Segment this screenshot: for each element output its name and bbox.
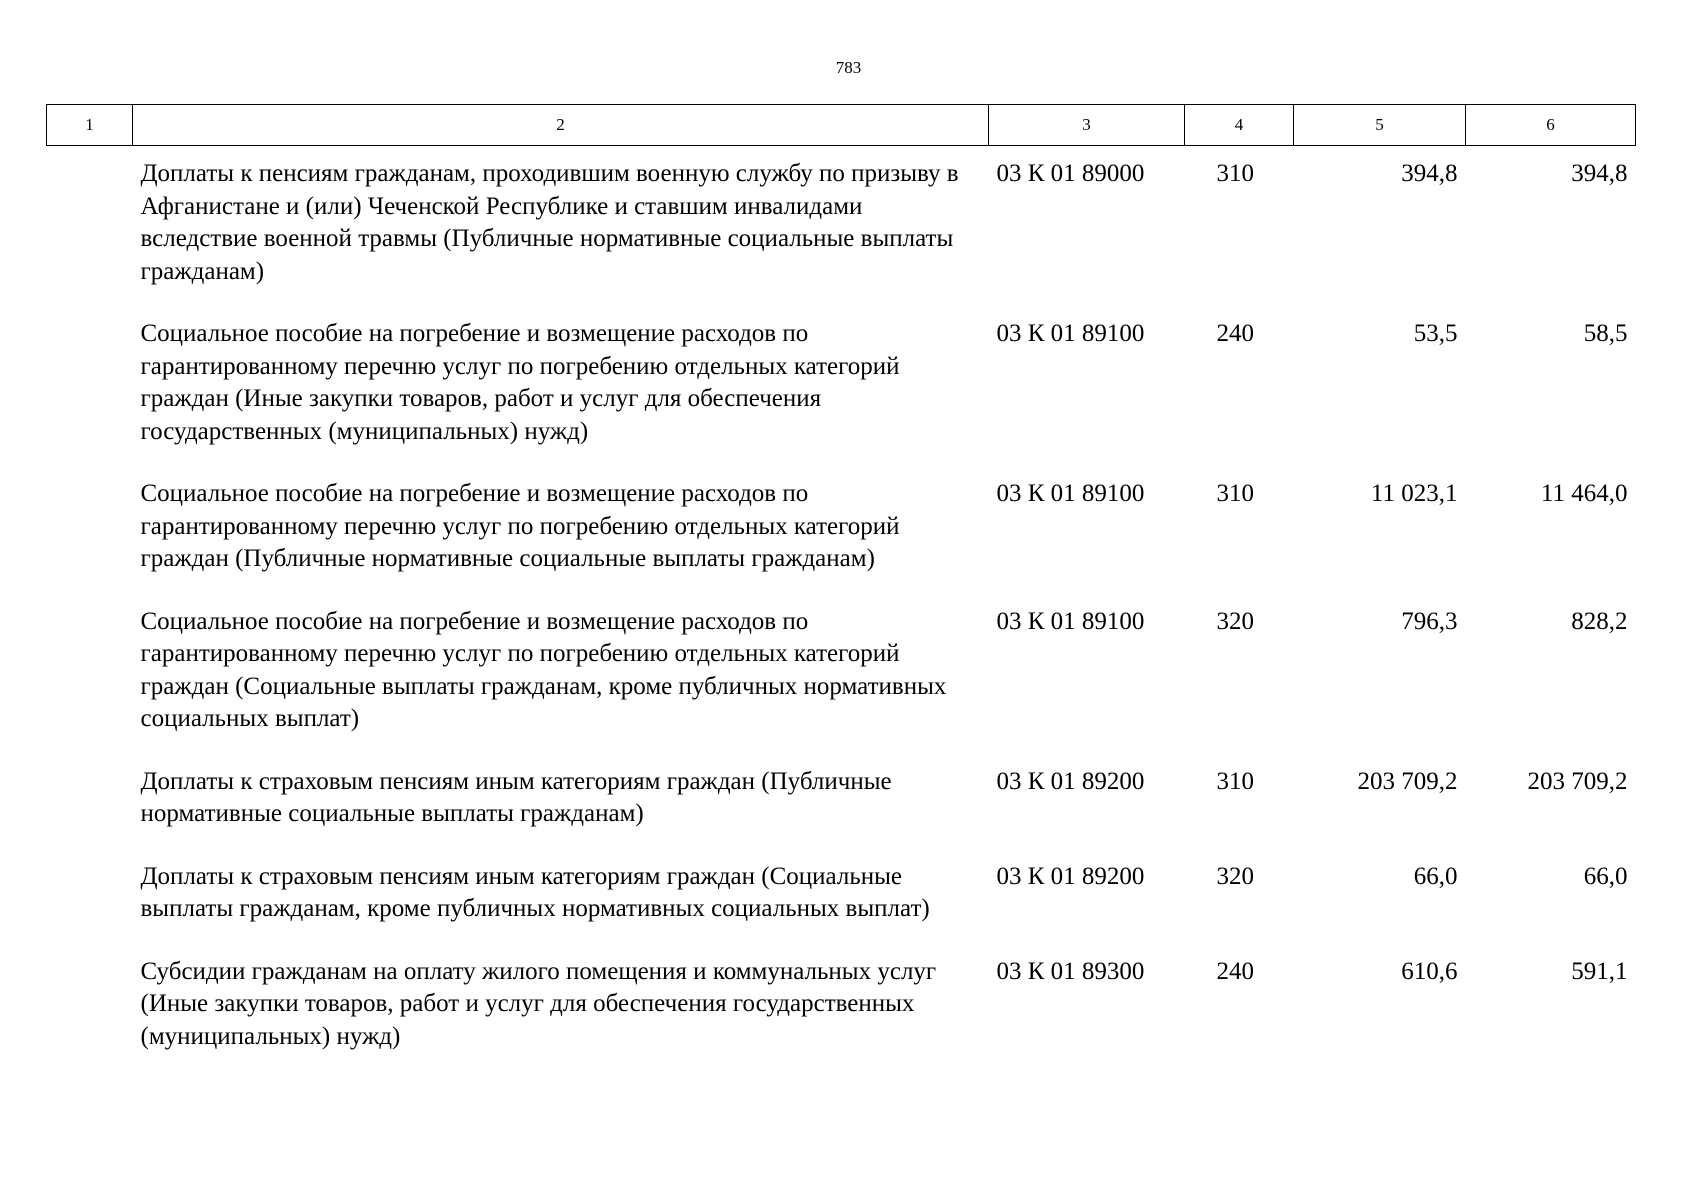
- table-row: [47, 146, 1636, 305]
- expense-name: Социальное пособие на погребение и возмещение расходов по гарантированному перечню услуг по погребению отдельных категорий граждан (Социальные выплаты гражданам, кроме публичных нормативных социальных выплат): [140, 607, 947, 732]
- amount-year-2: 203 709,2: [1527, 767, 1628, 795]
- column-header-4: 4: [1185, 105, 1294, 146]
- amount-year-1: 610,6: [1401, 957, 1458, 985]
- amount-year-2: 828,2: [1571, 607, 1628, 635]
- row-index-cell: [47, 146, 133, 305]
- table-row: [47, 847, 1636, 942]
- expense-name: Доплаты к пенсиям гражданам, проходившим военную службу по призыву в Афганистане и (или) Чеченской Республике и ставшим инвалидами вследствие военной травмы (Публичные нормативные социальные выплаты гражданам): [140, 160, 959, 285]
- table-row: [47, 752, 1636, 847]
- amount-year-2: 66,0: [1583, 862, 1628, 890]
- amount-year-1: 11 023,1: [1370, 480, 1458, 507]
- row-index-cell: [47, 464, 133, 592]
- target-article-code: 03 К 01 89100: [996, 320, 1145, 347]
- expense-name: Доплаты к страховым пенсиям иным категориям граждан (Социальные выплаты гражданам, кроме публичных нормативных социальных выплат): [140, 862, 930, 922]
- expense-name: Доплаты к страховым пенсиям иным категориям граждан (Публичные нормативные социальные выплаты гражданам): [140, 767, 892, 827]
- target-article-code: 03 К 01 89100: [996, 607, 1145, 635]
- amount-year-2: 11 464,0: [1540, 480, 1628, 507]
- row-index-cell: [47, 847, 133, 942]
- row-index-cell: [47, 592, 133, 752]
- amount-year-2: 58,5: [1583, 320, 1628, 347]
- target-article-code: 03 К 01 89100: [996, 480, 1145, 507]
- amount-year-1: 66,0: [1413, 862, 1458, 890]
- row-index-cell: [47, 752, 133, 847]
- column-header-3: 3: [989, 105, 1185, 146]
- expense-type-code: 240: [1216, 320, 1254, 347]
- column-header-2: 2: [133, 105, 989, 146]
- table-body: [47, 146, 1636, 1070]
- column-header-5: 5: [1294, 105, 1466, 146]
- amount-year-1: 394,8: [1401, 160, 1458, 187]
- expense-type-code: 310: [1216, 160, 1254, 187]
- page-number: 783: [835, 58, 862, 77]
- target-article-code: 03 К 01 89300: [996, 957, 1145, 985]
- budget-table: [46, 104, 1636, 1069]
- row-index-cell: [47, 942, 133, 1070]
- column-header-1: 1: [47, 105, 133, 146]
- expense-type-code: 310: [1216, 480, 1254, 507]
- table-header: [47, 105, 1636, 146]
- amount-year-1: 796,3: [1401, 607, 1458, 635]
- expense-name: Социальное пособие на погребение и возмещение расходов по гарантированному перечню услуг по погребению отдельных категорий граждан (Иные закупки товаров, работ и услуг для обеспечения государственных (муниципальных) нужд): [140, 320, 900, 445]
- expense-type-code: 320: [1216, 607, 1254, 635]
- target-article-code: 03 К 01 89200: [996, 767, 1145, 795]
- expense-type-code: 320: [1216, 862, 1254, 890]
- expense-name: Социальное пособие на погребение и возмещение расходов по гарантированному перечню услуг по погребению отдельных категорий граждан (Публичные нормативные социальные выплаты гражданам): [140, 480, 900, 572]
- expense-type-code: 240: [1216, 957, 1254, 985]
- amount-year-1: 53,5: [1413, 320, 1458, 347]
- column-header-6: 6: [1466, 105, 1636, 146]
- header-row: [47, 105, 1636, 146]
- table-row: [47, 304, 1636, 464]
- amount-year-2: 394,8: [1571, 160, 1628, 187]
- table-row: [47, 464, 1636, 592]
- amount-year-2: 591,1: [1571, 957, 1628, 985]
- expense-name: Субсидии гражданам на оплату жилого помещения и коммунальных услуг (Иные закупки товаров, работ и услуг для обеспечения государственных (муниципальных) нужд): [140, 957, 937, 1050]
- expense-type-code: 310: [1216, 767, 1254, 795]
- target-article-code: 03 К 01 89200: [996, 862, 1145, 890]
- amount-year-1: 203 709,2: [1357, 767, 1458, 795]
- table-row: [47, 592, 1636, 752]
- row-index-cell: [47, 304, 133, 464]
- target-article-code: 03 К 01 89000: [996, 160, 1145, 187]
- table-row: [47, 942, 1636, 1070]
